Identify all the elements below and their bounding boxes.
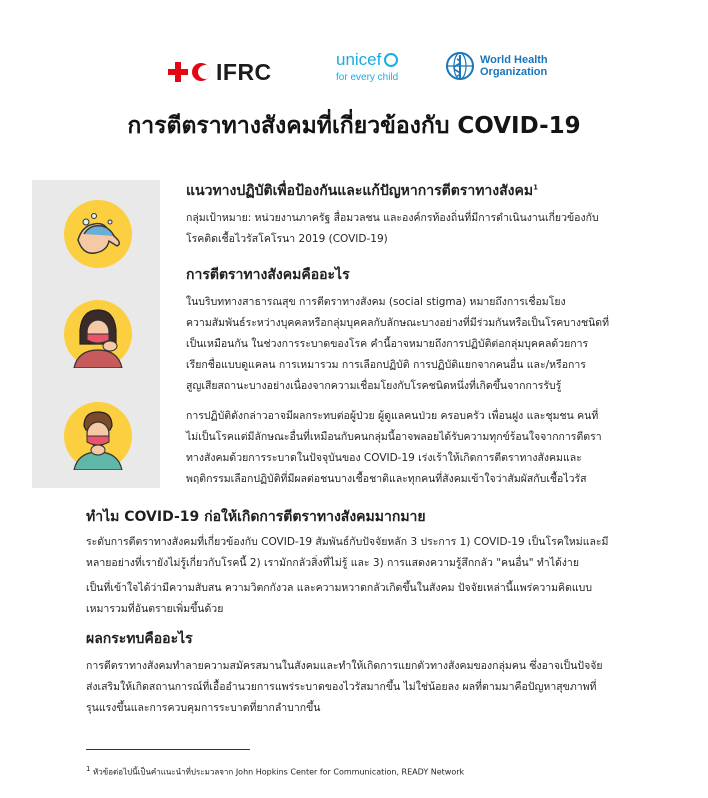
impact-heading: ผลกระทบคืออะไร	[86, 631, 193, 647]
text-line: เป็นเหมือนกัน ในช่วงการระบาดของโรค คำนี้อาจหมายถึงการปฏิบัติต่อกลุ่มบุคคลด้วยการ	[186, 338, 589, 350]
text-line: ส่งเสริมให้เกิดสถานการณ์ที่เอื้ออำนวยการแพร่ระบาดของไวรัสมากขึ้น ไม่ใช่น้อยลง ผลที่ตามมาคือปัญหาสุขภาพที่	[86, 681, 597, 693]
sick-woman-illustration	[64, 300, 132, 368]
text-line: พฤติกรรมเลือกปฏิบัติที่มีผลต่อชนบางเชื้อชาติและทุกคนที่สังคมเข้าใจว่าสัมผัสกับเชื้อไวรัส	[186, 473, 587, 485]
text-line: โรคติดเชื้อไวรัสโคโรนา 2019 (COVID-19)	[186, 233, 388, 245]
text-line: สูญเสียสถานะบางอย่างเนื่องจากความเชื่อมโยงกับโรคชนิดหนึ่งที่เกิดขึ้นจากการรับรู้	[186, 380, 562, 392]
sick-person-icon	[64, 300, 132, 368]
unicef-wordmark: unicef	[336, 50, 382, 69]
red-crescent-icon	[192, 63, 210, 81]
who-emblem-icon	[444, 50, 476, 82]
why-factors-paragraph	[86, 532, 608, 574]
text-line: เหมารวมที่อันตรายเพิ่มขึ้นด้วย	[86, 603, 224, 615]
text-line: การตีตราทางสังคมทำลายความสมัครสมานในสังคมและทำให้เกิดการแยกตัวทางสังคมของกลุ่มคน ซึ่งอาจเป็นปัจจัย	[86, 660, 603, 672]
illustration-panel	[32, 180, 160, 488]
what-is-stigma-heading: การตีตราทางสังคมคืออะไร	[186, 267, 350, 283]
text-line: กลุ่มเป้าหมาย: หน่วยงานภาครัฐ สื่อมวลชน และองค์กรท้องถิ่นที่มีการดำเนินงานเกี่ยวข้องกับ	[186, 212, 599, 224]
ifrc-wordmark: IFRC	[216, 58, 272, 85]
why-confusion-paragraph	[86, 578, 592, 620]
coughing-person-icon	[64, 402, 132, 470]
text-line: ไม่เป็นโรคแต่มีลักษณะอื่นที่เหมือนกับคนกลุ่มนี้อาจพลอยได้รับความทุกข์ร้อนใจจากการตีตรา	[186, 431, 602, 443]
why-covid-stigma-heading: ทำไม COVID-19 ก่อให้เกิดการตีตราทางสังคมมากมาย	[86, 509, 426, 525]
who-name-line1: World Health	[480, 54, 548, 66]
text-line: ในบริบททางสาธารณสุข การตีตราทางสังคม (social stigma) หมายถึงการเชื่อมโยง	[186, 296, 566, 308]
text-line: ทางสังคมด้วยการระบาดในปัจจุบันของ COVID-19 เร่งเร้าให้เกิดการตีตราทางสังคมและ	[186, 452, 582, 464]
page-title: การตีตราทางสังคมที่เกี่ยวข้องกับ COVID-19	[127, 113, 581, 139]
stigma-definition-paragraph	[186, 292, 609, 397]
footnote-mark: 1	[86, 765, 91, 773]
ifrc-logo	[168, 60, 272, 84]
text-line: ระดับการตีตราทางสังคมที่เกี่ยวข้องกับ COVID-19 สัมพันธ์กับปัจจัยหลัก 3 ประการ 1) COVID-19 เป็นโรคใหม่และมี	[86, 536, 609, 548]
who-logo	[444, 50, 548, 82]
who-name-line2: Organization	[480, 66, 548, 78]
footnote-divider	[86, 749, 250, 750]
text-line: รุนแรงขึ้นและการควบคุมการระบาดที่ยากลำบากขึ้น	[86, 702, 321, 714]
text-line: ความสัมพันธ์ระหว่างบุคคลหรือกลุ่มบุคคลกับลักษณะบางอย่างที่มีร่วมกันหรือเป็นโรคบางชนิดที่	[186, 317, 610, 329]
sick-man-illustration	[64, 402, 132, 470]
target-group-paragraph	[186, 208, 599, 250]
unicef-logo	[336, 50, 416, 83]
footnote-text: หัวข้อต่อไปนี้เป็นคำแนะนำที่ประมวลจาก John Hopkins Center for Communication, READY Network	[93, 767, 465, 777]
impact-paragraph	[86, 656, 603, 719]
text-line: การปฏิบัติดังกล่าวอาจมีผลกระทบต่อผู้ป่วย ผู้ดูแลคนป่วย ครอบครัว เพื่อนฝูง และชุมชน คนที่	[186, 410, 599, 422]
unicef-tagline: for every child	[336, 72, 399, 83]
text-line: เป็นที่เข้าใจได้ว่ามีความสับสน ความวิตกกังวล และความหวาดกลัวเกิดขึ้นในสังคม ปัจจัยเหล่านี้แพร่ความคิดแบบ	[86, 582, 592, 594]
red-cross-icon	[168, 62, 188, 82]
washing-hands-icon	[64, 200, 132, 268]
footnote	[86, 765, 464, 779]
text-line: หลายอย่างที่เรายังไม่รู้เกี่ยวกับโรคนี้ 2) เรามักกลัวสิ่งที่ไม่รู้ และ 3) การแสดงความรู้สึกกลัว "คนอื่น" ทำได้ง่าย	[86, 557, 579, 569]
guidance-heading: แนวทางปฏิบัติเพื่อป้องกันและแก้ปัญหาการตีตราทางสังคม$^1$	[186, 183, 538, 199]
stigma-effects-paragraph	[186, 406, 602, 490]
footnote-reference: 1	[533, 183, 538, 192]
text-line: เรียกชื่อแบบดูแคลน การเหมารวม การเลือกปฏิบัติ การปฏิบัติแยกจากคนอื่น และ/หรือการ	[186, 359, 586, 371]
unicef-globe-icon	[384, 53, 398, 67]
handwashing-illustration	[64, 200, 132, 268]
